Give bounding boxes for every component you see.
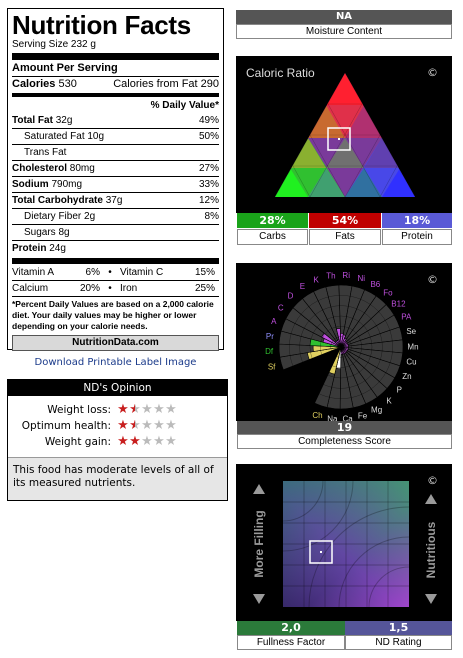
caloric-ratio-title: Caloric Ratio (246, 66, 315, 80)
star-icon: ★ (165, 402, 177, 417)
opinion-row: Weight loss: ★ ★ ★ ★ ★ (47, 402, 177, 417)
star-rating (117, 420, 177, 432)
amount-per-serving: Amount Per Serving (12, 62, 118, 74)
nutrient-label: Ca (342, 414, 353, 421)
completeness-radial-chart (236, 263, 452, 421)
serving-size: Serving Size 232 g (12, 39, 96, 50)
star-icon: ★ (117, 418, 129, 433)
nutrient-label: Mg (371, 405, 383, 415)
nutrient-label: Sf (267, 362, 276, 372)
fullness-value: 2,0 (237, 621, 345, 635)
nutrition-facts-label (7, 8, 224, 350)
opinion-description: This food has moderate levels of all of its measured nutrients. (8, 457, 227, 500)
star-icon: ★ (153, 402, 165, 417)
star-rating (117, 436, 177, 448)
star-icon: ★ (141, 418, 153, 433)
vitamin-rows (12, 265, 219, 296)
protein-value: 18% (382, 213, 452, 228)
star-icon: ★ (153, 418, 165, 433)
nutrient-label: K (313, 275, 319, 285)
star-icon: ★ (129, 402, 141, 417)
divider-thick-2 (12, 258, 219, 264)
nutrient-label: B6 (370, 279, 381, 289)
star-icon: ★ (129, 434, 141, 449)
copyright-icon: © (427, 273, 438, 286)
carbs-label: Carbs (237, 229, 308, 245)
vitamin-row: Calcium 20% • Iron 25% (12, 280, 219, 296)
rating-label: ND Rating (345, 635, 452, 650)
nd-opinion-box (7, 379, 228, 501)
star-icon: ★ (165, 418, 177, 433)
nutrient-row: Trans Fat (12, 144, 219, 160)
nutrient-row: Sodium 790mg 33% (12, 176, 219, 192)
star-rating (117, 404, 177, 416)
nutrient-row: Protein 24g (12, 240, 219, 256)
nutrient-row: Cholesterol 80mg 27% (12, 160, 219, 176)
more-filling-label: More Filling (252, 510, 266, 578)
copyright-icon: © (427, 66, 438, 79)
moisture-value: NA (335, 11, 353, 22)
star-icon: ★ (129, 418, 141, 433)
nutrient-label: Cu (406, 357, 417, 367)
nutrient-rows (12, 113, 219, 256)
arrow-up-icon (425, 494, 437, 504)
divider-thick (12, 53, 219, 60)
nutrient-label: Se (406, 327, 417, 337)
fats-label: Fats (309, 229, 381, 245)
footnote: *Percent Daily Values are based on a 2,000 calorie diet. Your daily values may be higher or lower depending on your calorie needs. (12, 296, 219, 332)
calories-row: Calories 530 Calories from Fat 290 (12, 78, 219, 90)
moisture-label: Moisture Content (236, 24, 452, 39)
nutrient-label: Fo (383, 288, 393, 298)
star-icon: ★ (153, 434, 165, 449)
opinion-ratings (8, 396, 227, 450)
nutrient-row: Total Carbohydrate 37g 12% (12, 192, 219, 208)
fullness-label: Fullness Factor (237, 635, 345, 650)
fullness-chart (236, 464, 452, 621)
download-label-link[interactable]: Download Printable Label Image (34, 357, 197, 368)
vitamin-row: Vitamin A 6% • Vitamin C 15% (12, 267, 215, 278)
nutrient-label: Zn (402, 372, 412, 382)
divider-medium (12, 93, 219, 97)
nutrient-label: P (396, 385, 402, 395)
nutrient-label: E (299, 282, 306, 292)
star-icon: ★ (141, 434, 153, 449)
nutritious-label: Nutritious (424, 521, 438, 579)
nutrient-label: Mn (407, 342, 419, 352)
nutrient-label: Th (326, 271, 336, 281)
label-title: Nutrition Facts (12, 10, 191, 40)
arrow-up-icon (253, 484, 265, 494)
caloric-ratio-triangle (272, 70, 418, 200)
brand-box[interactable]: NutritionData.com (12, 335, 219, 351)
fats-value: 54% (309, 213, 381, 228)
nutrient-label: Ni (357, 273, 366, 283)
completeness-panel (236, 263, 452, 421)
nutrient-label: Df (265, 347, 274, 357)
copyright-icon: © (427, 474, 438, 487)
dv-header: % Daily Value* (150, 100, 219, 111)
opinion-row: Weight gain: ★ ★ ★ ★ ★ (44, 434, 177, 449)
nutrient-label: A (271, 317, 277, 327)
arrow-down-icon (253, 594, 265, 604)
star-icon: ★ (165, 434, 177, 449)
nutrient-label: B12 (391, 299, 406, 309)
nutrient-label: D (287, 291, 294, 301)
nutrient-label: K (386, 396, 392, 406)
nutrient-label: Ri (342, 271, 350, 281)
nutrient-row: Total Fat 32g 49% (12, 115, 219, 126)
nutrient-label: Na (327, 414, 338, 421)
star-icon: ★ (141, 402, 153, 417)
nutrient-label: C (277, 303, 284, 313)
moisture-value-bar (236, 10, 452, 24)
nutrient-row: Saturated Fat 10g 50% (12, 128, 219, 144)
caloric-ratio-panel (236, 56, 452, 213)
nutrient-row: Dietary Fiber 2g 8% (12, 208, 219, 224)
completeness-score: 19 (237, 421, 452, 434)
nutrient-row: Sugars 8g (12, 224, 219, 240)
nutrient-label: Fe (357, 411, 368, 421)
carbs-value: 28% (237, 213, 308, 228)
protein-label: Protein (382, 229, 452, 245)
completeness-label: Completeness Score (237, 434, 452, 449)
nutrient-label: Ch (312, 411, 323, 421)
rating-value: 1,5 (345, 621, 452, 635)
opinion-header: ND's Opinion (8, 380, 227, 396)
opinion-row: Optimum health: ★ ★ ★ ★ ★ (21, 418, 177, 433)
star-icon: ★ (117, 434, 129, 449)
star-icon: ★ (117, 402, 129, 417)
fullness-panel (236, 464, 452, 621)
calories-from-fat: Calories from Fat 290 (113, 78, 219, 90)
nutrient-label: PA (401, 312, 412, 322)
arrow-down-icon (425, 594, 437, 604)
nutrient-label: Pr (265, 331, 274, 341)
